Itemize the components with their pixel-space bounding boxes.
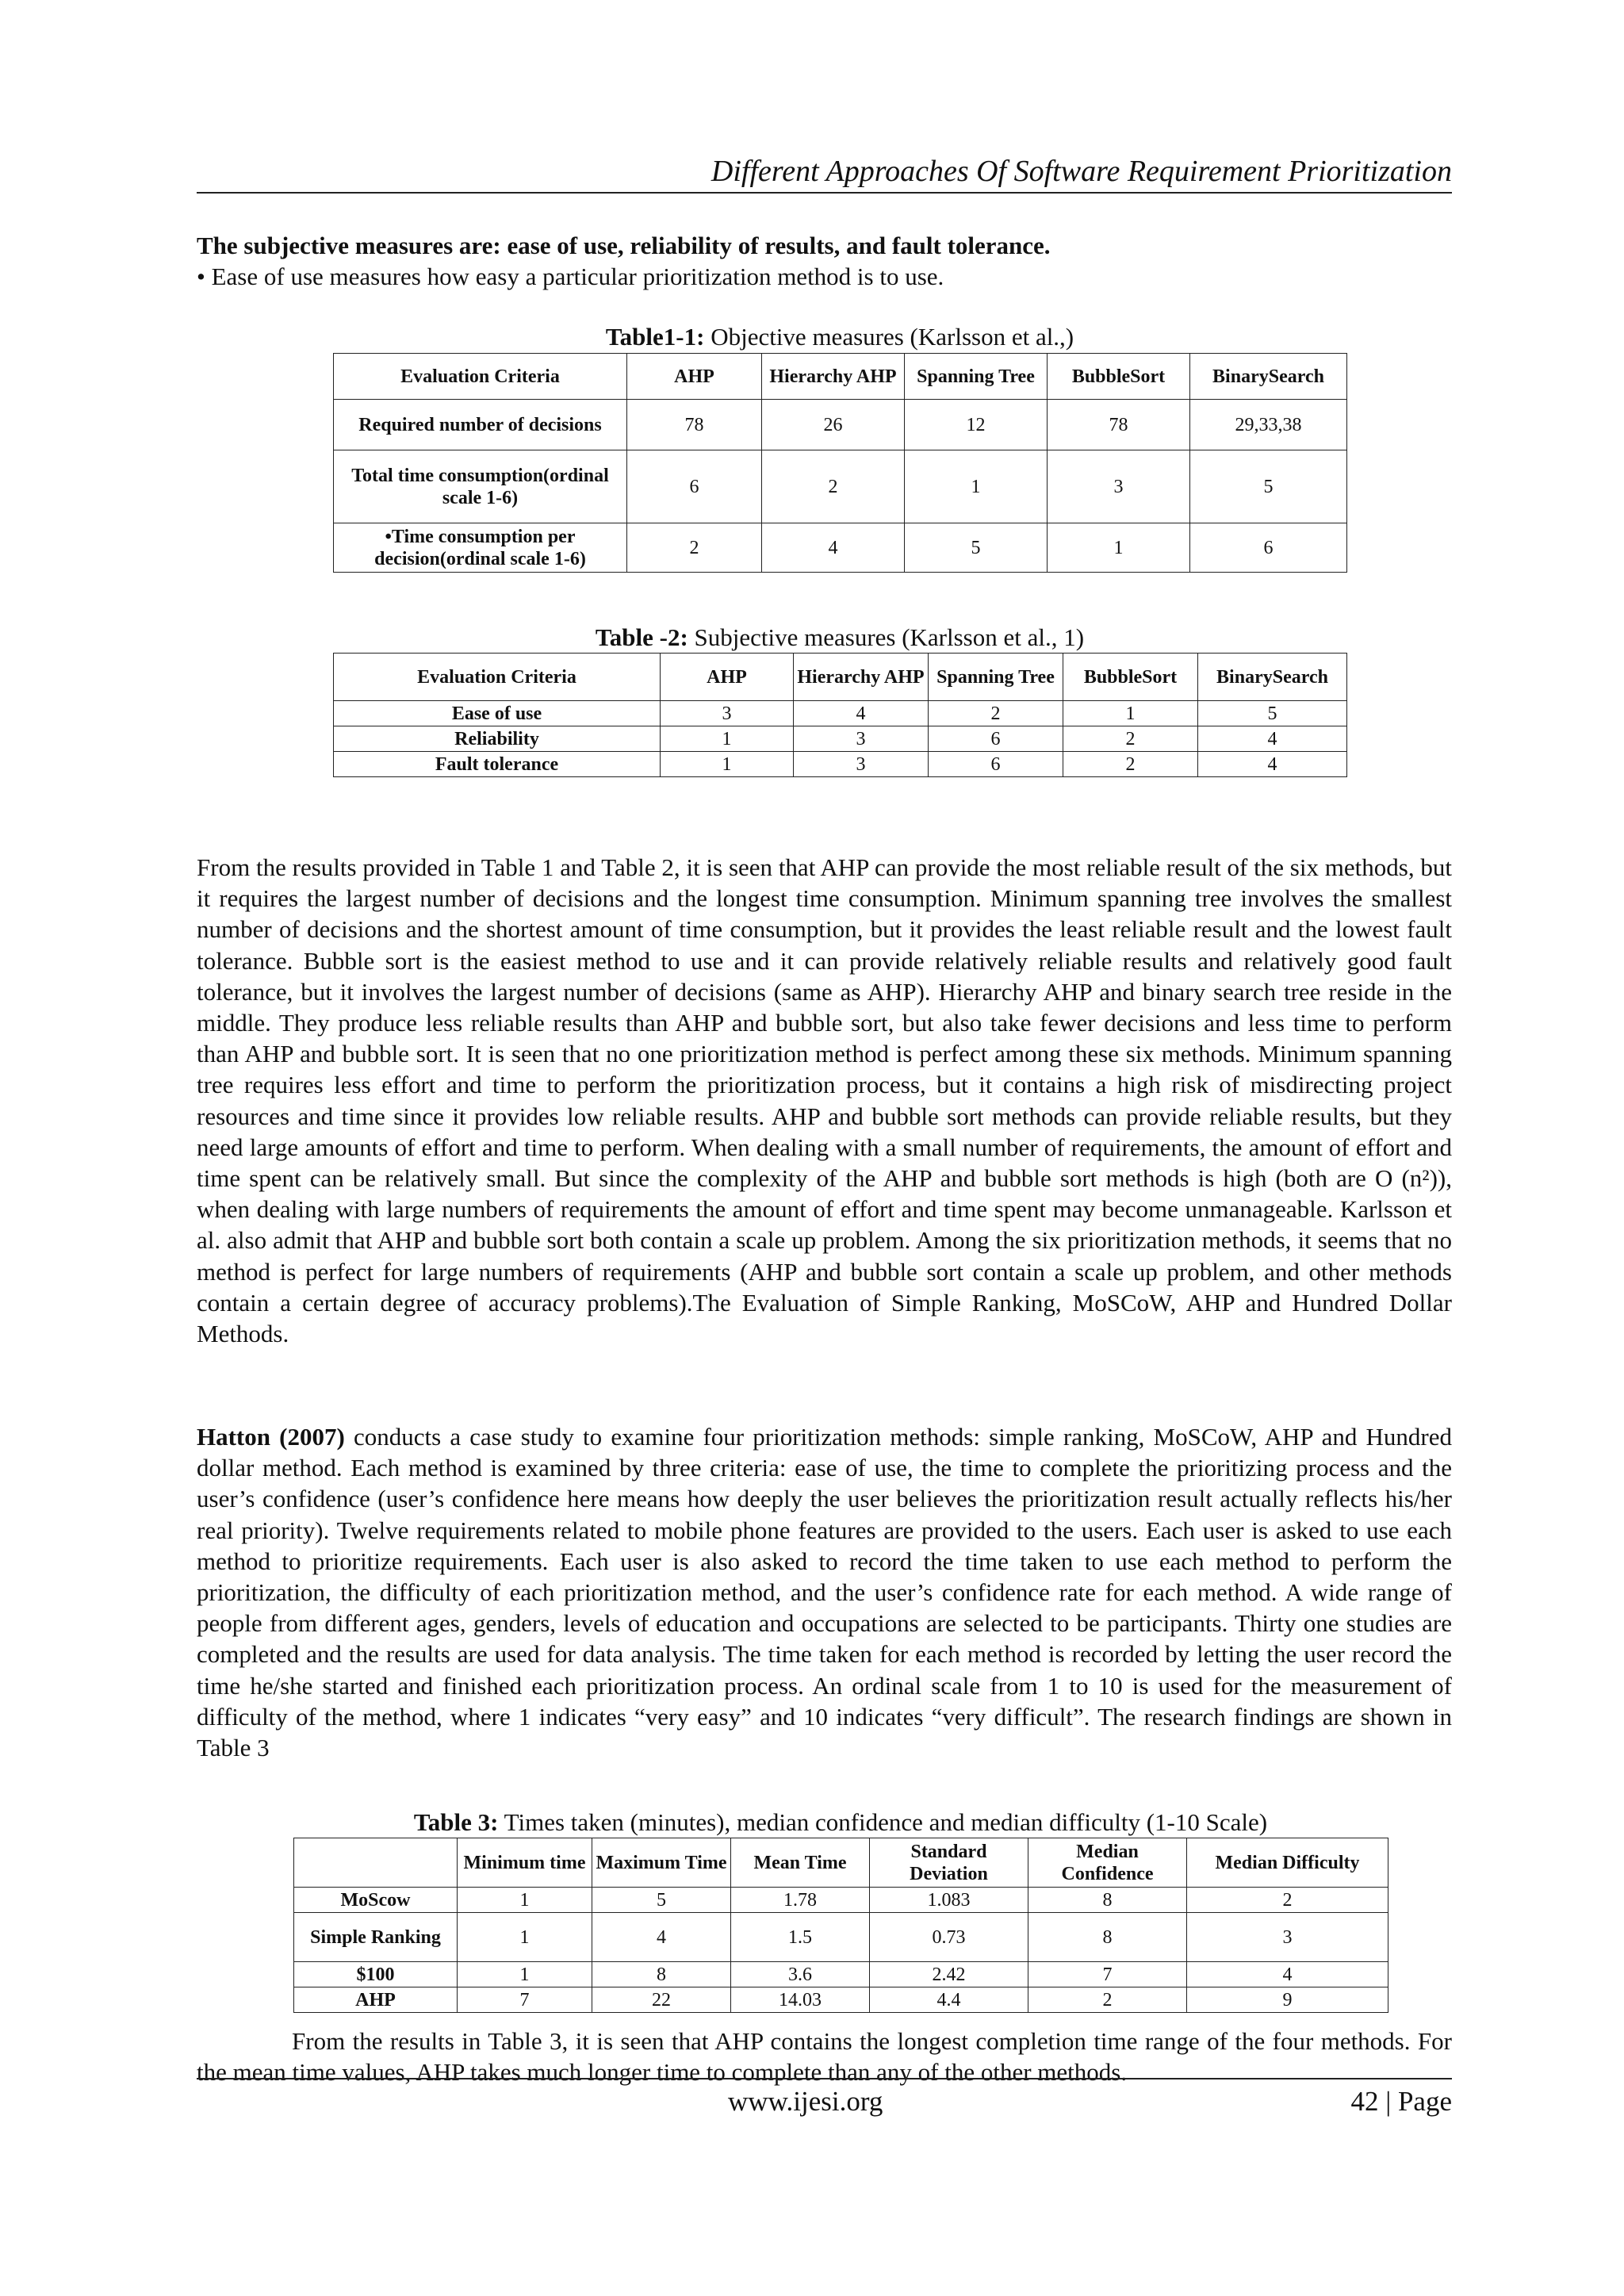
table3-cell: 1 [458, 1888, 592, 1913]
table3-cell: AHP [294, 1987, 458, 2013]
table3-cell: 8 [592, 1962, 731, 1987]
table1 [333, 353, 1347, 573]
table2-cell: 3 [794, 726, 929, 752]
table3-cell: 22 [592, 1987, 731, 2013]
table2 [333, 653, 1347, 777]
table1-caption-text: Objective measures (Karlsson et al.,) [704, 323, 1074, 351]
table1-cell: 6 [1190, 523, 1347, 573]
table2-cell: 1 [661, 752, 794, 777]
table3-cell: 3 [1187, 1913, 1388, 1962]
table2-cell: 3 [794, 752, 929, 777]
table1-cell: 78 [1048, 400, 1190, 450]
table2-cell: 4 [1198, 752, 1347, 777]
table1-cell: 1 [905, 450, 1048, 523]
table3-header-cell: Median Confidence [1028, 1838, 1187, 1888]
table-row [334, 752, 1347, 777]
table3-cell: 1 [458, 1913, 592, 1962]
intro-bullet-line: • Ease of use measures how easy a particular prioritization method is to use. [197, 263, 944, 290]
table1-cell: •Time consumption per decision(ordinal scale 1-6) [334, 523, 627, 573]
table-row [294, 1962, 1388, 1987]
table3-caption-label: Table 3: [413, 1808, 499, 1836]
table1-cell: 12 [905, 400, 1048, 450]
table2-header-cell: Hierarchy AHP [794, 654, 929, 701]
table1-cell: 4 [762, 523, 905, 573]
table3-cell: $100 [294, 1962, 458, 1987]
table3-cell: 8 [1028, 1913, 1187, 1962]
table3-cell: 1.78 [731, 1888, 870, 1913]
table-row [334, 701, 1347, 726]
table3-cell: 9 [1187, 1987, 1388, 2013]
header-title: Different Approaches Of Software Requirement Prioritization [710, 155, 1452, 188]
table2-caption-label: Table -2: [595, 623, 688, 651]
table2-caption-text: Subjective measures (Karlsson et al., 1) [688, 623, 1085, 651]
table2-cell: 2 [1063, 752, 1198, 777]
table2-cell: Reliability [334, 726, 661, 752]
table1-cell: 1 [1048, 523, 1190, 573]
table3-caption [293, 1808, 1388, 1837]
table3-caption-text: Times taken (minutes), median confidence and median difficulty (1-10 Scale) [498, 1808, 1268, 1836]
hatton-citation: Hatton (2007) [197, 1423, 345, 1451]
table2-cell: 4 [1198, 726, 1347, 752]
table3-cell: 0.73 [870, 1913, 1028, 1962]
table1-cell: 5 [1190, 450, 1347, 523]
table1-cell: Total time consumption(ordinal scale 1-6) [334, 450, 627, 523]
table2-cell: 2 [929, 701, 1063, 726]
table1-header-cell: BubbleSort [1048, 354, 1190, 400]
table-row [294, 1888, 1388, 1913]
table3-cell: 4.4 [870, 1987, 1028, 2013]
table1-header-cell: Spanning Tree [905, 354, 1048, 400]
table3-cell: 7 [1028, 1962, 1187, 1987]
table3-cell: 2 [1028, 1987, 1187, 2013]
table3-cell: 4 [1187, 1962, 1388, 1987]
table-row [334, 400, 1347, 450]
table3-cell: 8 [1028, 1888, 1187, 1913]
table3-header-cell [294, 1838, 458, 1888]
paragraph-hatton [197, 1421, 1452, 1763]
table2-cell: 3 [661, 701, 794, 726]
hatton-text: conducts a case study to examine four prioritization methods: simple ranking, MoSCoW, AHP and Hundred dollar method. Each method is examined by three criteria: ease of use, the time to complete the prioritizing process and the user’s confidence (user’s confidence here means how deeply the user believes the prioritization result actually reflects his/her real priority). Twelve requirements related to mobile phone features are provided to the users. Each user is asked to use each method to prioritize requirements. Each user is also asked to record the time taken to use each method to perform the prioritization, the difficulty of each prioritization method, and the user’s confidence rate for each method. A wide range of people from different ages, genders, levels of education and occupations are selected to be participants. Thirty one studies are completed and the results are used for data analysis. The time taken for each method is recorded by letting the user record the time he/she started and finished each prioritization process. An ordinal scale from 1 to 10 is used for the measurement of difficulty of the method, where 1 indicates “very easy” and 10 indicates “very difficult”. The research findings are shown in Table 3 [197, 1423, 1453, 1762]
table3-header-row [294, 1838, 1388, 1888]
table3-cell: 7 [458, 1987, 592, 2013]
table3-cell: MoScow [294, 1888, 458, 1913]
table3-cell: 1 [458, 1962, 592, 1987]
paragraph-results-table3-text: From the results in Table 3, it is seen that AHP contains the longest completion time range of the four methods. For the mean time values, AHP takes much longer time to complete than any of the other methods. [197, 2027, 1452, 2087]
table1-cell: 2 [627, 523, 762, 573]
table3-cell: 4 [592, 1913, 731, 1962]
table2-cell: 5 [1198, 701, 1347, 726]
table1-header-cell: Hierarchy AHP [762, 354, 905, 400]
table2-header-cell: BubbleSort [1063, 654, 1198, 701]
table3-cell: 3.6 [731, 1962, 870, 1987]
table2-cell: 4 [794, 701, 929, 726]
table2-cell: Ease of use [334, 701, 661, 726]
table1-cell: 5 [905, 523, 1048, 573]
table2-cell: 1 [1063, 701, 1198, 726]
table1-caption [333, 323, 1346, 351]
intro-bold-line: The subjective measures are: ease of use, reliability of results, and fault tolerance. [197, 232, 1051, 259]
table2-cell: 6 [929, 726, 1063, 752]
table2-cell: 1 [661, 726, 794, 752]
table3-header-cell: Median Difficulty [1187, 1838, 1388, 1888]
table1-cell: Required number of decisions [334, 400, 627, 450]
table1-header-row [334, 354, 1347, 400]
table1-header-cell: AHP [627, 354, 762, 400]
table3-cell: 1.5 [731, 1913, 870, 1962]
table2-cell: 6 [929, 752, 1063, 777]
table1-cell: 26 [762, 400, 905, 450]
table3-cell: 14.03 [731, 1987, 870, 2013]
table3-cell: 1.083 [870, 1888, 1028, 1913]
table3-header-cell: Maximum Time [592, 1838, 731, 1888]
table1-cell: 6 [627, 450, 762, 523]
table-row [294, 1913, 1388, 1962]
footer-url: www.ijesi.org [728, 2086, 883, 2117]
table2-header-cell: BinarySearch [1198, 654, 1347, 701]
table-row [334, 726, 1347, 752]
table3 [293, 1838, 1388, 2013]
table2-header-cell: Evaluation Criteria [334, 654, 661, 701]
table1-cell: 3 [1048, 450, 1190, 523]
table2-caption [333, 623, 1346, 652]
table1-caption-label: Table1-1: [605, 323, 705, 351]
table2-cell: 2 [1063, 726, 1198, 752]
page-footer [197, 2078, 1452, 2127]
table3-cell: 5 [592, 1888, 731, 1913]
running-header [197, 151, 1452, 194]
paragraph-results-table1-2: From the results provided in Table 1 and Table 2, it is seen that AHP can provide the most reliable result of the six methods, but it requires the largest number of decisions and the longest time consumption. Minimum spanning tree involves the smallest number of decisions and the shortest amount of time consumption, but it provides the least reliable result and the lowest fault tolerance. Bubble sort is the easiest method to use and it can provide relatively reliable results and relatively good fault tolerance, but it involves the largest number of decisions (same as AHP). Hierarchy AHP and binary search tree reside in the middle. They produce less reliable results than AHP and bubble sort, but also take fewer decisions and less time to perform than AHP and bubble sort. It is seen that no one prioritization method is perfect among these six methods. Minimum spanning tree requires less effort and time to perform the prioritization process, but it contains a high risk of misdirecting project resources and time since it provides low reliable results. AHP and bubble sort methods can provide reliable results, but they need large amounts of effort and time to perform. When dealing with a small number of requirements, the amount of effort and time spent can be relatively small. But since the complexity of the AHP and bubble sort methods is high (both are O (n²)), when dealing with large numbers of requirements the amount of effort and time spent may become unmanageable. Karlsson et al. also admit that AHP and bubble sort both contain a scale up problem. Among the six prioritization methods, it seems that no method is perfect for large numbers of requirements (AHP and bubble sort contain a scale up problem, and other methods contain a certain degree of accuracy problems).The Evaluation of Simple Ranking, MoSCoW, AHP and Hundred Dollar Methods. [197, 853, 1452, 1348]
table2-cell: Fault tolerance [334, 752, 661, 777]
table2-header-cell: Spanning Tree [929, 654, 1063, 701]
table3-cell: 2 [1187, 1888, 1388, 1913]
table2-header-cell: AHP [661, 654, 794, 701]
table3-cell: 2.42 [870, 1962, 1028, 1987]
table2-header-row [334, 654, 1347, 701]
table3-header-cell: Mean Time [731, 1838, 870, 1888]
table-row [334, 523, 1347, 573]
table1-cell: 78 [627, 400, 762, 450]
table-row [334, 450, 1347, 523]
table1-cell: 2 [762, 450, 905, 523]
table3-cell: Simple Ranking [294, 1913, 458, 1962]
table-row [294, 1987, 1388, 2013]
table3-header-cell: Standard Deviation [870, 1838, 1028, 1888]
table1-cell: 29,33,38 [1190, 400, 1347, 450]
table3-header-cell: Minimum time [458, 1838, 592, 1888]
footer-page-number: 42 | Page [1350, 2086, 1452, 2117]
table1-header-cell: BinarySearch [1190, 354, 1347, 400]
table1-header-cell: Evaluation Criteria [334, 354, 627, 400]
